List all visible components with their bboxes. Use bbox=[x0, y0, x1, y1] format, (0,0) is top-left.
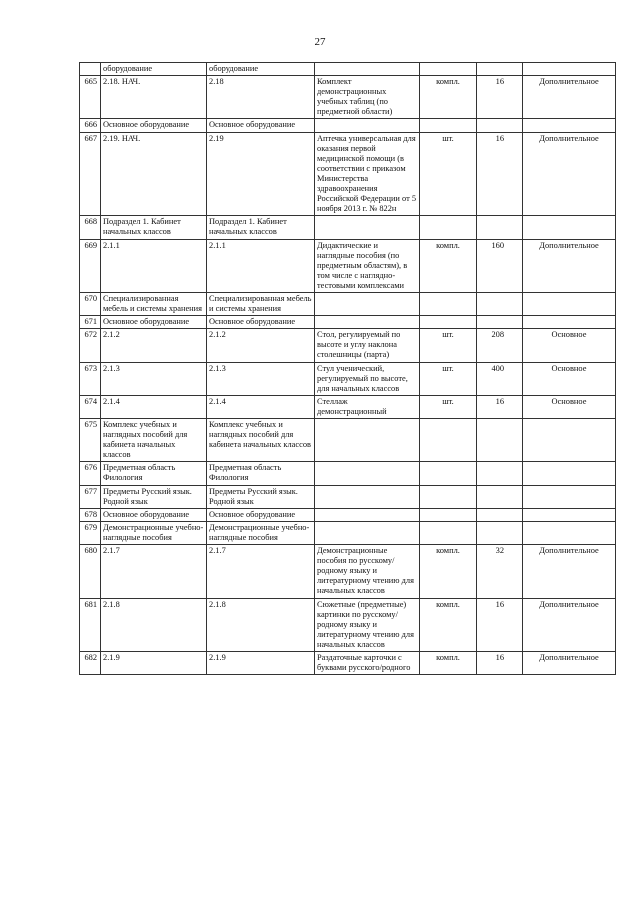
row-number: 682 bbox=[80, 651, 101, 674]
unit-cell bbox=[420, 292, 477, 315]
unit-cell: компл. bbox=[420, 76, 477, 119]
quantity-cell bbox=[477, 316, 523, 329]
unit-cell bbox=[420, 216, 477, 239]
code-cell: оборудование bbox=[101, 63, 207, 76]
item-name bbox=[315, 508, 420, 521]
code-cell-2: Предметная область Филология bbox=[207, 462, 315, 485]
row-number: 667 bbox=[80, 132, 101, 216]
row-number: 672 bbox=[80, 329, 101, 362]
quantity-cell bbox=[477, 485, 523, 508]
quantity-cell: 160 bbox=[477, 239, 523, 292]
table-row bbox=[80, 292, 616, 315]
quantity-cell bbox=[477, 216, 523, 239]
quantity-cell: 208 bbox=[477, 329, 523, 362]
row-number: 671 bbox=[80, 316, 101, 329]
row-number: 666 bbox=[80, 119, 101, 132]
row-number: 673 bbox=[80, 362, 101, 395]
code-cell: 2.19. НАЧ. bbox=[101, 132, 207, 216]
item-name bbox=[315, 119, 420, 132]
item-name bbox=[315, 485, 420, 508]
item-name bbox=[315, 316, 420, 329]
item-name: Стул ученический, регулируемый по высоте, для начальных классов bbox=[315, 362, 420, 395]
quantity-cell: 16 bbox=[477, 132, 523, 216]
code-cell-2: 2.1.4 bbox=[207, 395, 315, 418]
code-cell: Основное оборудование bbox=[101, 508, 207, 521]
unit-cell bbox=[420, 462, 477, 485]
row-number: 679 bbox=[80, 521, 101, 544]
quantity-cell: 16 bbox=[477, 395, 523, 418]
quantity-cell bbox=[477, 462, 523, 485]
unit-cell bbox=[420, 508, 477, 521]
code-cell-2: Основное оборудование bbox=[207, 508, 315, 521]
quantity-cell: 16 bbox=[477, 651, 523, 674]
code-cell-2: 2.1.1 bbox=[207, 239, 315, 292]
row-number: 675 bbox=[80, 419, 101, 462]
row-number: 669 bbox=[80, 239, 101, 292]
code-cell-2: Комплекс учебных и наглядных пособий для кабинета начальных классов bbox=[207, 419, 315, 462]
code-cell-2: 2.1.3 bbox=[207, 362, 315, 395]
row-number: 674 bbox=[80, 395, 101, 418]
code-cell: Демонстрационные учебно-наглядные пособия bbox=[101, 521, 207, 544]
unit-cell bbox=[420, 316, 477, 329]
quantity-cell bbox=[477, 419, 523, 462]
table-row bbox=[80, 651, 616, 674]
unit-cell: компл. bbox=[420, 239, 477, 292]
unit-cell: шт. bbox=[420, 132, 477, 216]
table-row bbox=[80, 329, 616, 362]
quantity-cell: 16 bbox=[477, 598, 523, 651]
item-name: Дидактические и наглядные пособия (по предметным областям), в том числе с наглядно-тестовыми комплексами bbox=[315, 239, 420, 292]
row-number: 678 bbox=[80, 508, 101, 521]
table-row bbox=[80, 508, 616, 521]
item-name bbox=[315, 292, 420, 315]
equipment-type: Основное bbox=[523, 395, 616, 418]
item-name: Раздаточные карточки с буквами русского/родного bbox=[315, 651, 420, 674]
code-cell: 2.1.4 bbox=[101, 395, 207, 418]
quantity-cell: 32 bbox=[477, 545, 523, 598]
code-cell-2: Предметы Русский язык. Родной язык bbox=[207, 485, 315, 508]
unit-cell: шт. bbox=[420, 395, 477, 418]
table-row bbox=[80, 216, 616, 239]
table-row bbox=[80, 395, 616, 418]
code-cell: 2.1.7 bbox=[101, 545, 207, 598]
code-cell-2: 2.18 bbox=[207, 76, 315, 119]
code-cell-2: Специализированная мебель и системы хранения bbox=[207, 292, 315, 315]
code-cell-2: 2.19 bbox=[207, 132, 315, 216]
unit-cell bbox=[420, 485, 477, 508]
code-cell-2: 2.1.8 bbox=[207, 598, 315, 651]
table-row bbox=[80, 239, 616, 292]
table-row bbox=[80, 132, 616, 216]
table-row bbox=[80, 316, 616, 329]
quantity-cell bbox=[477, 292, 523, 315]
code-cell-2: Основное оборудование bbox=[207, 316, 315, 329]
code-cell: Предметная область Филология bbox=[101, 462, 207, 485]
unit-cell: компл. bbox=[420, 545, 477, 598]
equipment-type: Дополнительное bbox=[523, 651, 616, 674]
unit-cell bbox=[420, 63, 477, 76]
equipment-type: Дополнительное bbox=[523, 545, 616, 598]
table-row bbox=[80, 63, 616, 76]
code-cell-2: Основное оборудование bbox=[207, 119, 315, 132]
code-cell: Подраздел 1. Кабинет начальных классов bbox=[101, 216, 207, 239]
code-cell: Предметы Русский язык. Родной язык bbox=[101, 485, 207, 508]
unit-cell: компл. bbox=[420, 651, 477, 674]
row-number: 677 bbox=[80, 485, 101, 508]
unit-cell: компл. bbox=[420, 598, 477, 651]
equipment-type bbox=[523, 216, 616, 239]
equipment-type: Дополнительное bbox=[523, 132, 616, 216]
quantity-cell: 400 bbox=[477, 362, 523, 395]
item-name bbox=[315, 216, 420, 239]
item-name bbox=[315, 521, 420, 544]
table-row bbox=[80, 545, 616, 598]
code-cell: 2.1.1 bbox=[101, 239, 207, 292]
quantity-cell bbox=[477, 119, 523, 132]
unit-cell: шт. bbox=[420, 329, 477, 362]
equipment-type bbox=[523, 292, 616, 315]
code-cell: 2.18. НАЧ. bbox=[101, 76, 207, 119]
row-number: 680 bbox=[80, 545, 101, 598]
equipment-type bbox=[523, 521, 616, 544]
table-row bbox=[80, 119, 616, 132]
quantity-cell: 16 bbox=[477, 76, 523, 119]
table-row bbox=[80, 419, 616, 462]
code-cell: 2.1.3 bbox=[101, 362, 207, 395]
equipment-type bbox=[523, 508, 616, 521]
equipment-type bbox=[523, 462, 616, 485]
equipment-type: Дополнительное bbox=[523, 598, 616, 651]
table-row bbox=[80, 485, 616, 508]
table-row bbox=[80, 598, 616, 651]
quantity-cell bbox=[477, 508, 523, 521]
page-number: 27 bbox=[314, 36, 326, 48]
table-row bbox=[80, 462, 616, 485]
row-number: 681 bbox=[80, 598, 101, 651]
table-row bbox=[80, 76, 616, 119]
row-number bbox=[80, 63, 101, 76]
item-name bbox=[315, 462, 420, 485]
row-number: 676 bbox=[80, 462, 101, 485]
quantity-cell bbox=[477, 63, 523, 76]
code-cell-2: оборудование bbox=[207, 63, 315, 76]
code-cell-2: 2.1.7 bbox=[207, 545, 315, 598]
item-name bbox=[315, 63, 420, 76]
code-cell-2: Подраздел 1. Кабинет начальных классов bbox=[207, 216, 315, 239]
code-cell: Основное оборудование bbox=[101, 119, 207, 132]
code-cell-2: 2.1.9 bbox=[207, 651, 315, 674]
unit-cell bbox=[420, 521, 477, 544]
code-cell: 2.1.8 bbox=[101, 598, 207, 651]
table-row bbox=[80, 521, 616, 544]
code-cell-2: 2.1.2 bbox=[207, 329, 315, 362]
item-name: Стеллаж демонстрационный bbox=[315, 395, 420, 418]
unit-cell: шт. bbox=[420, 362, 477, 395]
item-name: Демонстрационные пособия по русскому/родному языку и литературному чтению для начальных классов bbox=[315, 545, 420, 598]
item-name: Аптечка универсальная для оказания первой медицинской помощи (в соответствии с приказом Министерства здравоохранения Российской Федерации от 5 ноября 2013 г. № 822н bbox=[315, 132, 420, 216]
equipment-type: Дополнительное bbox=[523, 76, 616, 119]
code-cell: Основное оборудование bbox=[101, 316, 207, 329]
code-cell: 2.1.9 bbox=[101, 651, 207, 674]
equipment-table bbox=[79, 62, 616, 675]
quantity-cell bbox=[477, 521, 523, 544]
item-name: Комплект демонстрационных учебных таблиц (по предметной области) bbox=[315, 76, 420, 119]
equipment-type: Дополнительное bbox=[523, 239, 616, 292]
equipment-type bbox=[523, 419, 616, 462]
code-cell: 2.1.2 bbox=[101, 329, 207, 362]
table-row bbox=[80, 362, 616, 395]
equipment-type bbox=[523, 485, 616, 508]
equipment-type bbox=[523, 63, 616, 76]
item-name: Сюжетные (предметные) картинки по русскому/родному языку и литературному чтению для начальных классов bbox=[315, 598, 420, 651]
item-name: Стол, регулируемый по высоте и углу наклона столешницы (парта) bbox=[315, 329, 420, 362]
unit-cell bbox=[420, 419, 477, 462]
code-cell: Комплекс учебных и наглядных пособий для кабинета начальных классов bbox=[101, 419, 207, 462]
code-cell: Специализированная мебель и системы хранения bbox=[101, 292, 207, 315]
equipment-type: Основное bbox=[523, 362, 616, 395]
equipment-type bbox=[523, 119, 616, 132]
equipment-type: Основное bbox=[523, 329, 616, 362]
row-number: 665 bbox=[80, 76, 101, 119]
row-number: 668 bbox=[80, 216, 101, 239]
equipment-type bbox=[523, 316, 616, 329]
unit-cell bbox=[420, 119, 477, 132]
row-number: 670 bbox=[80, 292, 101, 315]
code-cell-2: Демонстрационные учебно-наглядные пособия bbox=[207, 521, 315, 544]
item-name bbox=[315, 419, 420, 462]
